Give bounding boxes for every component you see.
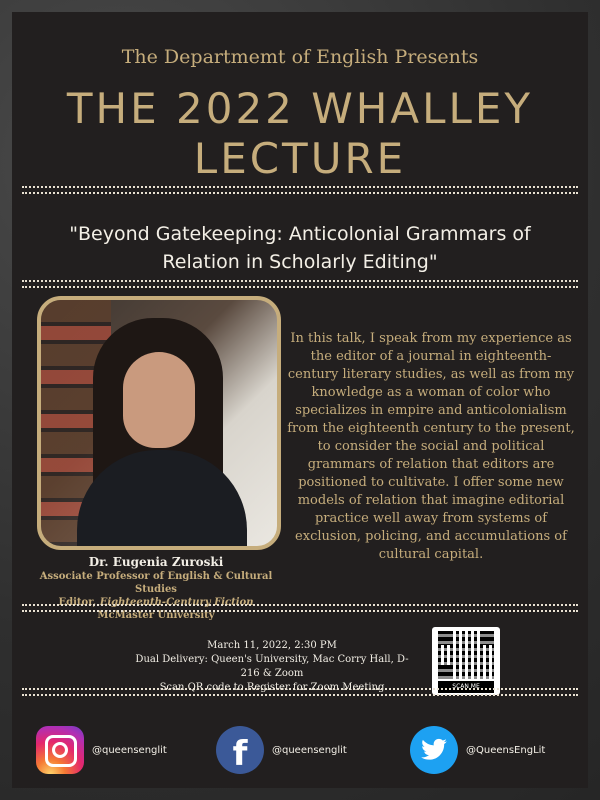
facebook-link[interactable] [216,724,347,776]
qr-code-pattern [438,631,494,679]
twitter-icon[interactable] [410,726,458,774]
twitter-bird-icon [419,736,449,764]
lecture-title-line1: THE 2022 WHALLEY [66,84,534,133]
divider [22,186,578,194]
divider [22,604,578,612]
talk-title [42,220,558,276]
divider [22,688,578,696]
department-presents: The Departmemt of English Presents [121,46,479,68]
poster [12,12,588,788]
speaker-institution: McMaster University [97,610,215,621]
speaker-photo [37,296,281,550]
lecture-title [12,84,588,184]
instagram-link[interactable] [36,724,167,776]
speaker-name: Dr. Eugenia Zuroski [88,555,224,569]
speaker-position: Associate Professor of English & Cultural Studies [39,571,273,595]
facebook-handle[interactable]: @queensenglit [272,744,347,756]
talk-title-line2: Relation in Scholarly Editing" [162,251,438,273]
speaker-face [123,352,195,448]
event-register: Scan QR code to Register for Zoom Meeting [159,682,385,693]
facebook-icon[interactable]: f [216,726,264,774]
talk-title-line1: "Beyond Gatekeeping: Anticolonial Grammars of [69,223,531,245]
qr-scan-label: SCAN ME [438,681,494,693]
editor-prefix: Editor, [58,597,100,608]
divider [22,280,578,288]
instagram-icon[interactable] [36,726,84,774]
twitter-link[interactable] [410,724,545,776]
journal-name: Eighteenth-Century Fiction [99,597,254,608]
event-date: March 11, 2022, 2:30 PM [207,640,337,651]
qr-code[interactable] [432,627,500,695]
lecture-title-line2: LECTURE [193,134,407,183]
talk-abstract: In this talk, I speak from my experience as the editor of a journal in eighteenth-century literary studies, as well as from my knowledge as a woman of color who specializes in empire and anticolonialism from the eighteenth century to the present, to consider the social and political grammars of relation that editors are positioned to cultivate. I offer some new models of relation that imagine editorial practice well away from systems of exclusion, policing, and accumulations of cultural capital. [287,331,575,562]
instagram-handle[interactable]: @queensenglit [92,744,167,756]
event-details [132,639,412,695]
event-delivery: Dual Delivery: Queen's University, Mac Corry Hall, D-216 & Zoom [135,654,409,679]
twitter-handle[interactable]: @QueensEngLit [466,744,546,756]
